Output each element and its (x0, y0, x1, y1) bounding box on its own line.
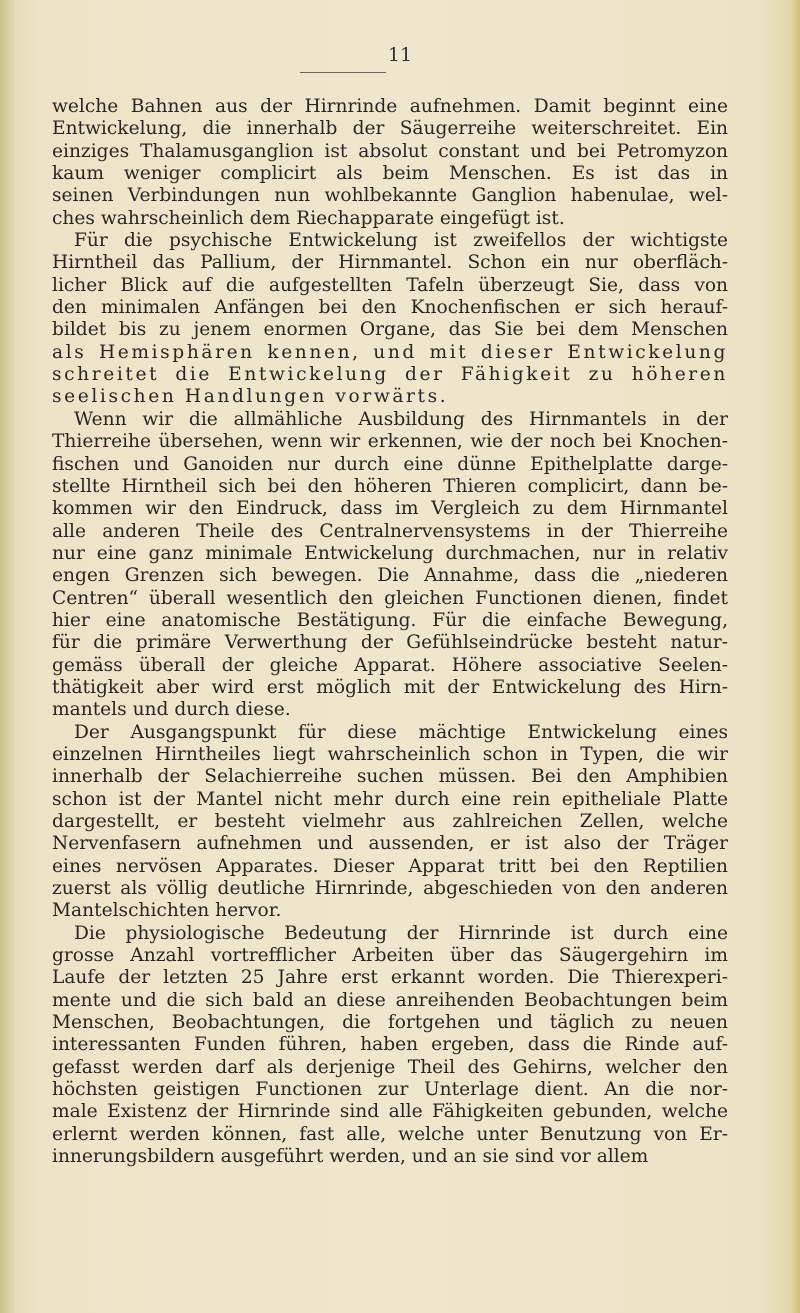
paragraph (52, 722, 728, 923)
text-line: hier eine anatomische Bestätigung. Für die einfache Bewegung, (52, 609, 728, 631)
text-line: Mantelschichten hervor. (52, 900, 282, 922)
text-line: einziges Thalamusganglion ist absolut constant und bei Petromyzon (52, 140, 728, 162)
text-line: den minimalen Anfängen bei den Knochenfischen er sich herauf- (52, 297, 728, 319)
text-line: licher Blick auf die aufgestellten Tafeln überzeugt Sie, dass von (52, 274, 728, 296)
text-line: Für die psychische Entwickelung ist zweifellos der wichtigste (74, 230, 728, 252)
text-line: interessanten Funden führen, haben ergeben, dass die Rinde auf- (52, 1034, 728, 1056)
page-left-edge (0, 0, 14, 1313)
text-line: ches wahrscheinlich dem Riechapparate eingefügt ist. (52, 207, 565, 229)
text-line: kommen wir den Eindruck, dass im Vergleich zu dem Hirnmantel (52, 498, 728, 520)
text-line: dargestellt, er besteht vielmehr aus zahlreichen Zellen, welche (52, 811, 728, 832)
text-line: schreitet die Entwickelung der Fähigkeit zu höheren (52, 364, 728, 386)
text-line: höchsten geistigen Functionen zur Unterlage dient. An die nor- (52, 1079, 728, 1101)
paragraph (52, 409, 728, 722)
text-line: seelischen Handlungen vorwärts. (52, 386, 449, 408)
text-line: Centren“ überall wesentlich den gleichen Functionen dienen, findet (52, 587, 728, 609)
text-line: innerhalb der Selachierreihe suchen müssen. Bei den Amphibien (52, 766, 728, 788)
text-line: fischen und Ganoiden nur durch eine dünne Epithelplatte darge- (52, 453, 728, 475)
text-line: innerungsbildern ausgeführt werden, und an sie sind vor allem (52, 1146, 649, 1168)
page-number: 11 (387, 44, 413, 66)
text-line: einzelnen Hirntheiles liegt wahrscheinlich schon in Typen, die wir (52, 743, 728, 765)
text-line: mantels und durch diese. (52, 699, 291, 721)
text-line: schon ist der Mantel nicht mehr durch eine rein epitheliale Platte (52, 788, 728, 810)
text-line: gefasst werden darf als derjenige Theil des Gehirns, welcher den (52, 1056, 728, 1078)
paragraph (52, 96, 728, 230)
text-line: Hirntheil das Pallium, der Hirnmantel. Schon ein nur oberfläch- (52, 252, 728, 274)
text-line: seinen Verbindungen nun wohlbekannte Ganglion habenulae, wel- (52, 185, 728, 207)
text-line: Nervenfasern aufnehmen und aussenden, er ist also der Träger (52, 833, 728, 855)
text-line: Laufe der letzten 25 Jahre erst erkannt worden. Die Thierexperi- (52, 967, 728, 989)
text-line: mente und die sich bald an diese anreihenden Beobachtungen beim (52, 989, 728, 1011)
text-line: engen Grenzen sich bewegen. Die Annahme, dass die „niederen (52, 565, 728, 587)
text-line: bildet bis zu jenem enormen Organe, das Sie bei dem Menschen (52, 319, 728, 341)
text-line: Die physiologische Bedeutung der Hirnrinde ist durch eine (74, 922, 728, 944)
text-line: thätigkeit aber wird erst möglich mit der Entwickelung des Hirn- (52, 676, 728, 698)
text-line: stellte Hirntheil sich bei den höheren Thieren complicirt, dann be- (52, 475, 728, 497)
text-line: Der Ausgangspunkt für diese mächtige Entwickelung eines (74, 721, 728, 743)
page-right-edge (790, 0, 800, 1313)
text-line: welche Bahnen aus der Hirnrinde aufnehmen. Damit beginnt eine (52, 96, 728, 117)
text-line: als Hemisphären kennen, und mit dieser Entwickelung (52, 341, 728, 363)
body-text (52, 96, 728, 1169)
text-line: nur eine ganz minimale Entwickelung durchmachen, nur in relativ (52, 542, 728, 564)
text-line: Menschen, Beobachtungen, die fortgehen und täglich zu neuen (52, 1012, 728, 1034)
text-line: kaum weniger complicirt als beim Menschen. Es ist das in (52, 163, 728, 185)
text-line: alle anderen Theile des Centralnervensystems in der Thierreihe (52, 520, 728, 542)
text-line: eines nervösen Apparates. Dieser Apparat tritt bei den Reptilien (52, 855, 728, 877)
text-line: Entwickelung, die innerhalb der Säugerreihe weiterschreitet. Ein (52, 118, 728, 140)
text-line: erlernt werden können, fast alle, welche unter Benutzung von Er- (52, 1123, 728, 1145)
text-line: Thierreihe übersehen, wenn wir erkennen, wie der noch bei Knochen- (52, 431, 728, 453)
text-line: für die primäre Verwerthung der Gefühlseindrücke besteht natur- (52, 632, 728, 654)
text-line: Wenn wir die allmähliche Ausbildung des Hirnmantels in der (74, 408, 728, 430)
text-line: grosse Anzahl vortrefflicher Arbeiten über das Säugergehirn im (52, 945, 728, 967)
text-line: gemäss überall der gleiche Apparat. Höhere associative Seelen- (52, 654, 728, 676)
paragraph (52, 230, 728, 409)
paragraph (52, 923, 728, 1169)
text-line: male Existenz der Hirnrinde sind alle Fähigkeiten gebunden, welche (52, 1101, 728, 1123)
header-rule (300, 72, 386, 73)
text-line: zuerst als völlig deutliche Hirnrinde, abgeschieden von den anderen (52, 878, 728, 900)
